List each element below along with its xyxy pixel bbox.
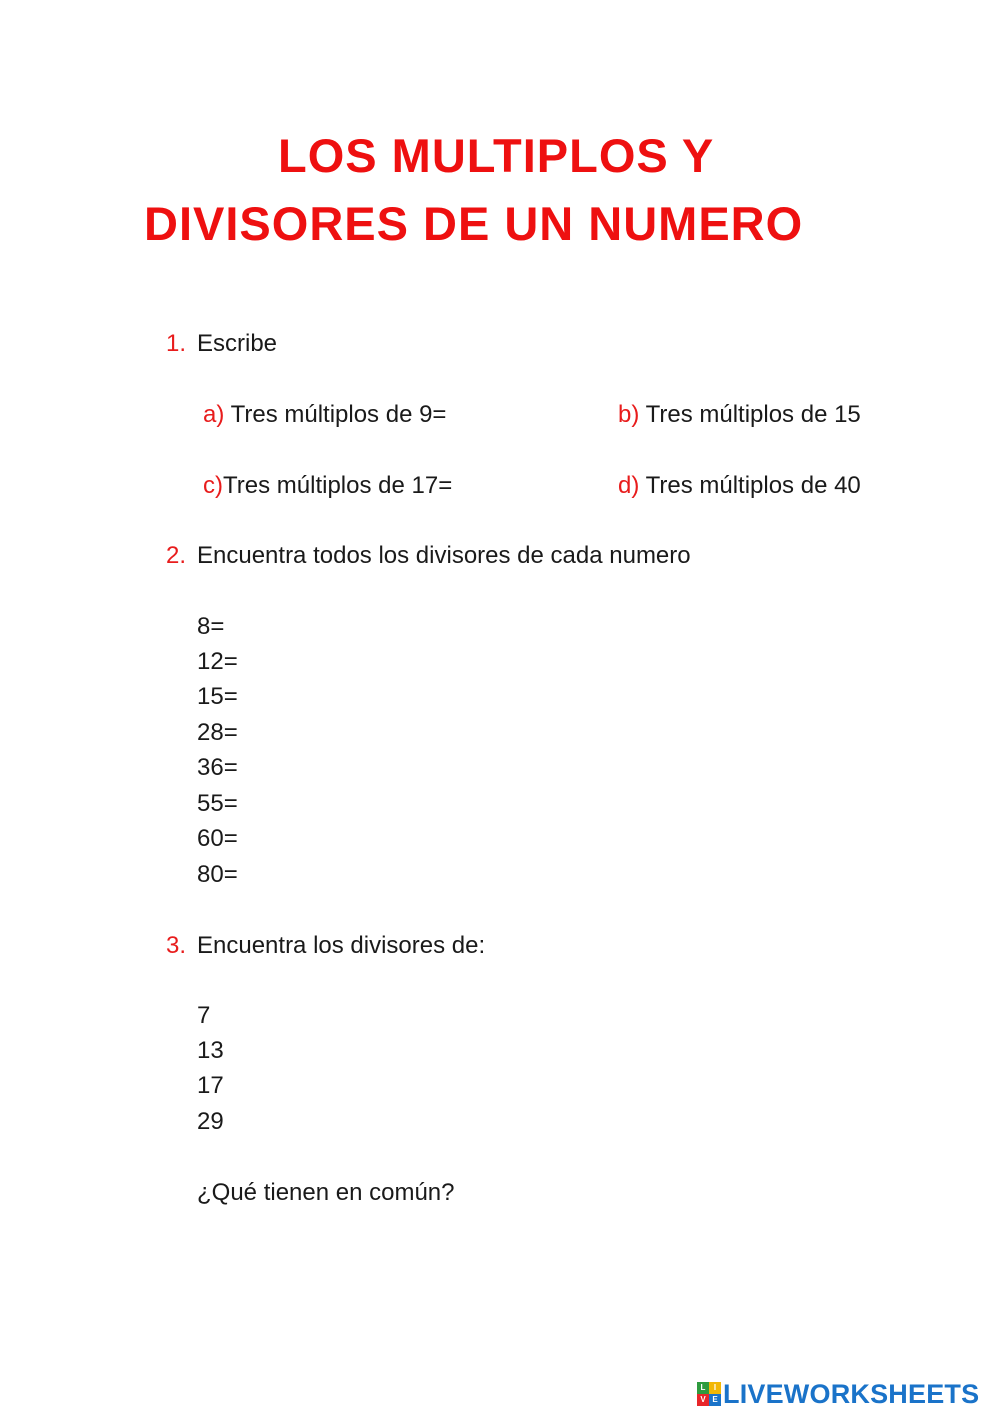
page-title-line2: DIVISORES DE UN NUMERO xyxy=(144,197,804,250)
section2-number: 2. xyxy=(166,542,187,569)
liveworksheets-logo[interactable] xyxy=(697,1378,979,1410)
divisor-item: 12= xyxy=(197,648,238,675)
prime-item: 29 xyxy=(197,1108,224,1135)
prime-item: 17 xyxy=(197,1072,224,1099)
page-title-line1: LOS MULTIPLOS Y xyxy=(278,129,715,182)
section1-item-c xyxy=(203,471,452,501)
divisor-item: 8= xyxy=(197,613,225,640)
section3-question: ¿Qué tienen en común? xyxy=(197,1179,455,1206)
divisor-item: 36= xyxy=(197,754,238,781)
prime-item: 7 xyxy=(197,1002,211,1029)
logo-letter: L xyxy=(697,1382,709,1394)
section1-item-d xyxy=(618,471,861,501)
divisor-item: 55= xyxy=(197,790,238,817)
section1-number: 1. xyxy=(166,330,187,357)
item-text: Tres múltiplos de 17= xyxy=(223,472,453,499)
item-text: Tres múltiplos de 40 xyxy=(639,472,861,499)
logo-letter: V xyxy=(697,1394,709,1406)
liveworksheets-logo-icon xyxy=(697,1382,721,1406)
logo-letter: E xyxy=(709,1394,721,1406)
item-text: Tres múltiplos de 9= xyxy=(224,401,447,428)
section3-number: 3. xyxy=(166,932,187,959)
section2-heading: Encuentra todos los divisores de cada numero xyxy=(197,542,691,569)
item-letter: c) xyxy=(203,472,223,499)
prime-item: 13 xyxy=(197,1037,224,1064)
divisor-item: 60= xyxy=(197,825,238,852)
section1-item-b xyxy=(618,400,861,430)
section1-heading: Escribe xyxy=(197,330,278,357)
divisor-item: 15= xyxy=(197,683,238,710)
item-letter: d) xyxy=(618,472,640,499)
logo-letter: I xyxy=(709,1382,721,1394)
section1-item-a xyxy=(203,400,446,430)
item-text: Tres múltiplos de 15 xyxy=(639,401,861,428)
section3-heading: Encuentra los divisores de: xyxy=(197,932,486,959)
item-letter: b) xyxy=(618,401,640,428)
divisor-item: 28= xyxy=(197,719,238,746)
logo-brand-text: LIVEWORKSHEETS xyxy=(723,1378,980,1409)
item-letter: a) xyxy=(203,401,225,428)
divisor-item: 80= xyxy=(197,861,238,888)
